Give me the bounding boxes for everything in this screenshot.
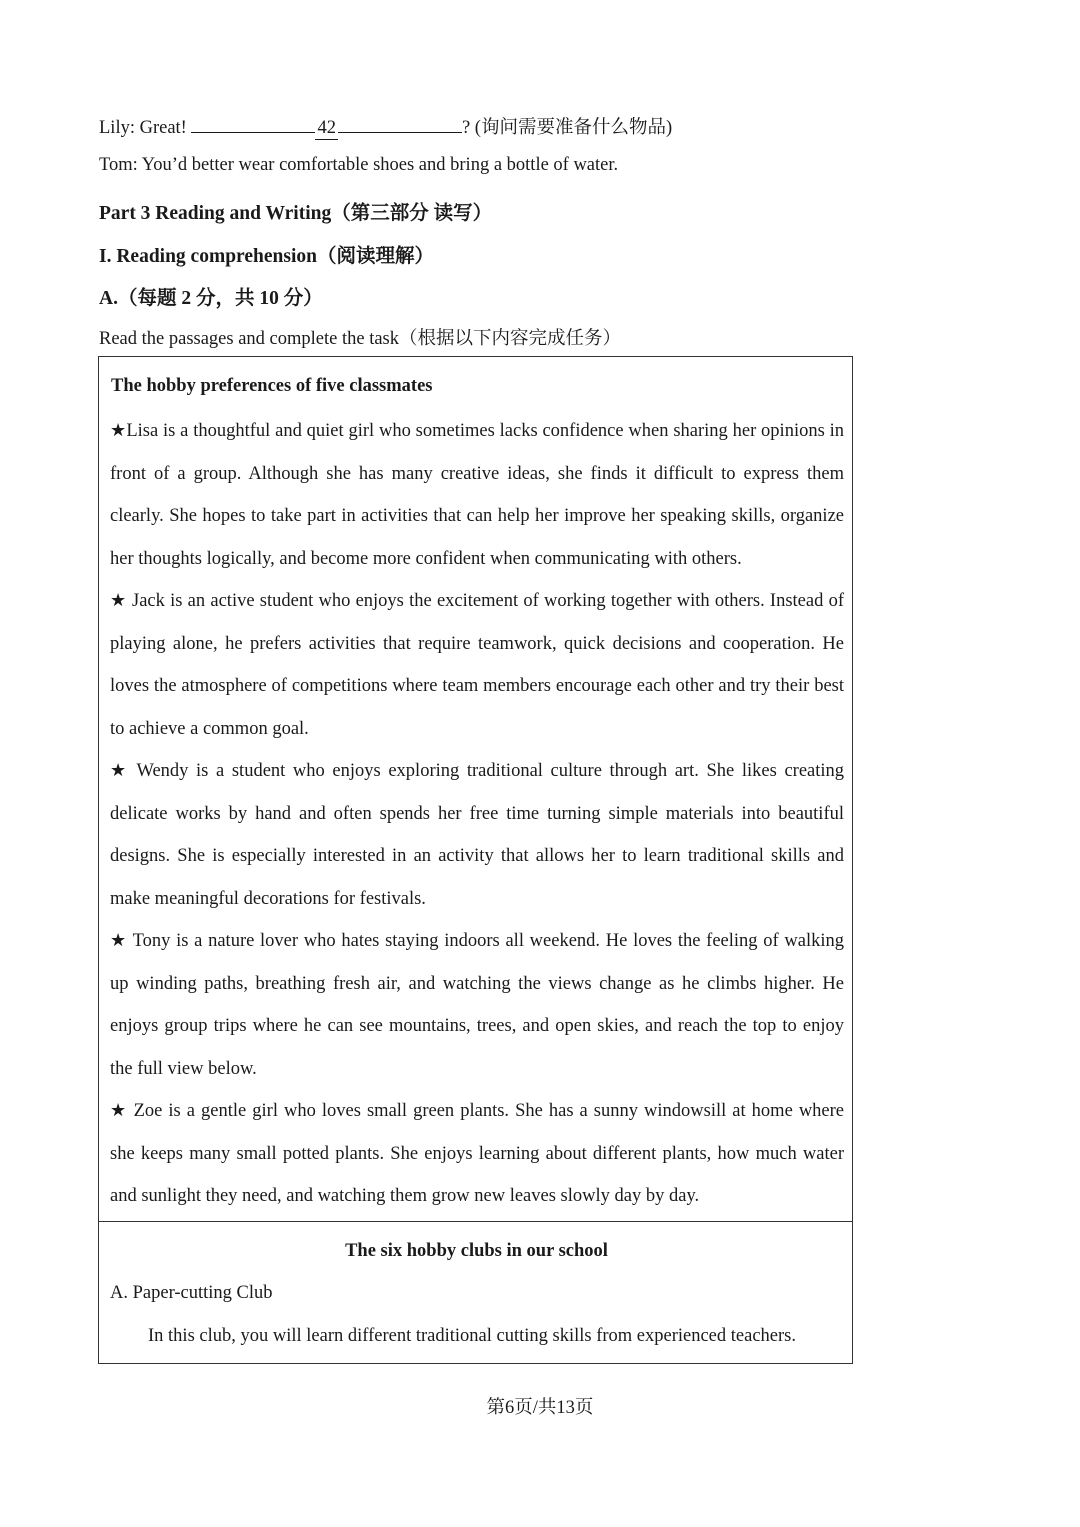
dialogue-lily-line <box>99 112 672 140</box>
clubs-title: The six hobby clubs in our school <box>345 1241 608 1261</box>
preference-lisa: ★Lisa is a thoughtful and quiet girl who sometimes lacks confidence when sharing her opinions in front of a group. Although she has many creative ideas, she finds it difficult to express them clearly. She hopes to take part in activities that can help her improve her speaking skills, organize her thoughts logically, and become more confident when communicating with others. <box>110 420 845 569</box>
star-icon: ★ <box>110 1100 128 1120</box>
star-icon: ★ <box>110 930 128 950</box>
preference-wendy: ★ Wendy is a student who enjoys exploring traditional culture through art. She likes creating delicate works by hand and often spends her free time turning simple materials into beautiful designs. She is especially interested in an activity that allows her to learn traditional skills and make meaningful decorations for festivals. <box>110 760 845 909</box>
clubs-box <box>98 1221 853 1364</box>
instruction-text: Read the passages and complete the task（根据以下内容完成任务） <box>99 329 622 349</box>
star-icon: ★ <box>110 590 127 610</box>
speaker-text: Lily: Great! <box>99 118 187 138</box>
answer-blank-left <box>191 112 315 133</box>
preference-jack: ★ Jack is an active student who enjoys the excitement of working together with others. Instead of playing alone, he prefers activities that require teamwork, quick decisions and cooperation. He loves the atmosphere of competitions where team members encourage each other and try their best to achieve a common goal. <box>110 590 845 739</box>
reading-heading: I. Reading comprehension（阅读理解） <box>99 246 434 267</box>
star-icon: ★ <box>110 760 130 780</box>
preference-zoe: ★ Zoe is a gentle girl who loves small green plants. She has a sunny windowsill at home where she keeps many small potted plants. She enjoys learning about different plants, how much water and sunlight they need, and watching them grow new leaves slowly day by day. <box>110 1100 845 1206</box>
blank-number: 42 <box>317 118 336 138</box>
section-a-heading: A.（每题 2 分，共 10 分） <box>99 288 323 309</box>
dialogue-tom-line: Tom: You’d better wear comfortable shoes and bring a bottle of water. <box>99 155 619 175</box>
preference-tony: ★ Tony is a nature lover who hates staying indoors all weekend. He loves the feeling of walking up winding paths, breathing fresh air, and watching the views change as he climbs higher. He enjoys group trips where he can see mountains, trees, and open skies, and reach the top to enjoy the full view below. <box>110 930 844 1079</box>
part3-heading: Part 3 Reading and Writing（第三部分 读写） <box>99 203 493 224</box>
club-a-name: A. Paper-cutting Club <box>110 1283 273 1303</box>
club-a-description: In this club, you will learn different traditional cutting skills from experienced teachers. <box>148 1326 796 1346</box>
question-hint: ? (询问需要准备什么物品) <box>461 118 673 138</box>
preferences-box <box>98 356 853 1222</box>
page-number: 第6页/共13页 <box>486 1398 594 1418</box>
answer-blank-right <box>338 112 462 133</box>
preferences-title: The hobby preferences of five classmates <box>111 376 433 396</box>
star-icon: ★ <box>110 420 127 440</box>
